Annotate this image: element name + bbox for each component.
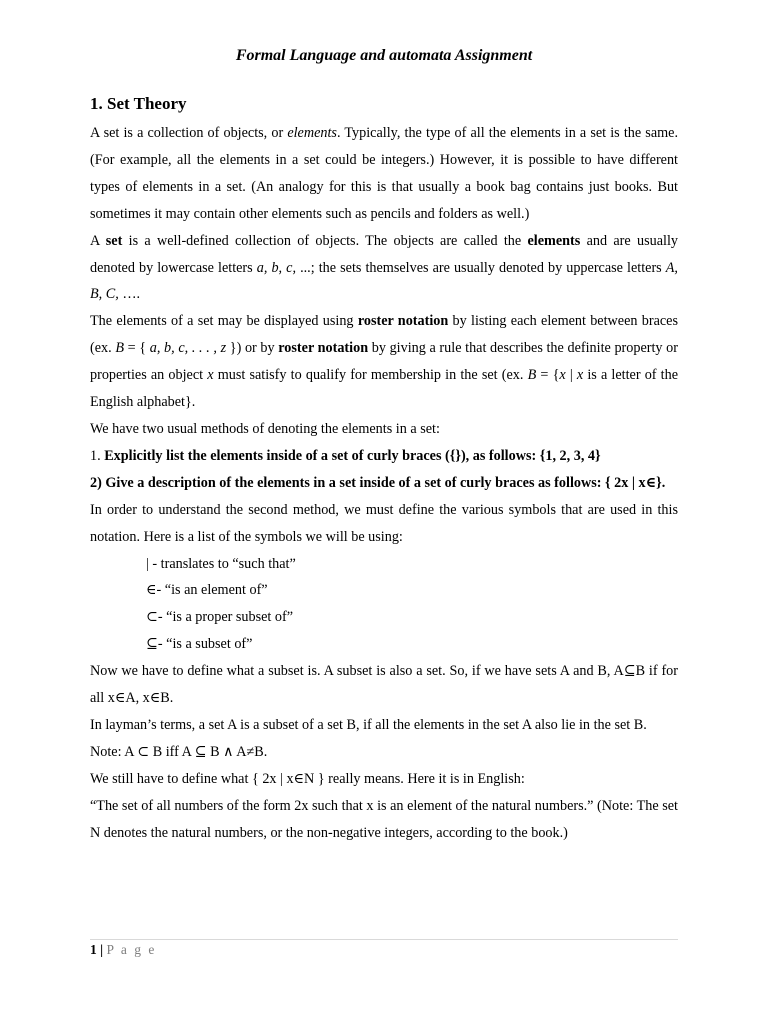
- symbol-subset: ⊆- “is a subset of”: [146, 636, 253, 653]
- body-text: [90, 120, 678, 846]
- paragraph-english-meaning: “The set of all numbers of the form 2x such that x is an element of the natural numbers.” (Note: The set N denotes the natural numbers, or the non-negative integers, according to the book.): [90, 797, 678, 841]
- paragraph-roster-notation: The elements of a set may be displayed using roster notation by listing each element between braces (ex. B = { a, b, c, . . . , z }) or by roster notation by giving a rule that describes the definite property or properties an object x must satisfy to qualify for membership in the set (ex. B = {x | x is a letter of the English alphabet}.: [90, 313, 678, 411]
- page-label: P a g e: [106, 942, 157, 957]
- symbol-element-of: ∈- “is an element of”: [146, 582, 268, 599]
- page-footer: [90, 942, 156, 958]
- footer-divider: [90, 939, 678, 940]
- paragraph-define-2x: We still have to define what { 2x | x∈N } really means. Here it is in English:: [90, 770, 525, 787]
- paragraph-subset-definition: Now we have to define what a subset is. A subset is also a set. So, if we have sets A and B, A⊆B if for all x∈A, x∈B.: [90, 663, 678, 707]
- paragraph-symbols-intro: In order to understand the second method, we must define the various symbols that are used in this notation. Here is a list of the symbols we will be using:: [90, 501, 678, 545]
- paragraph-laymans-terms: In layman’s terms, a set A is a subset of a set B, if all the elements in the set A also lie in the set B.: [90, 716, 647, 733]
- footer-separator: |: [96, 942, 107, 957]
- symbol-such-that: | - translates to “such that”: [146, 555, 296, 572]
- section-heading: 1. Set Theory: [90, 94, 187, 113]
- page-number: 1: [90, 942, 97, 957]
- paragraph-note-proper-subset: Note: A ⊂ B iff A ⊆ B ∧ A≠B.: [90, 743, 268, 760]
- paragraph-two-methods: We have two usual methods of denoting the elements in a set:: [90, 420, 440, 437]
- paragraph-set-intro: A set is a collection of objects, or elements. Typically, the type of all the elements in a set is the same. (For example, all the elements in a set could be integers.) However, it is possible to have different types of elements in a set. (An analogy for this is that usually a book bag contains just books. But sometimes it may contain other elements such as pencils and folders as well.): [90, 125, 678, 222]
- paragraph-set-definition: A set is a well-defined collection of objects. The objects are called the elements and are usually denoted by lowercase letters a, b, c, ...; the sets themselves are usually denoted by uppercase letters A, B, C, ….: [90, 232, 678, 303]
- paragraph-method-two: 2) Give a description of the elements in a set inside of a set of curly braces as follows: { 2x | x∈}.: [90, 474, 666, 491]
- paragraph-method-one: 1. Explicitly list the elements inside of a set of curly braces ({}), as follows: {1, 2, 3, 4}: [90, 447, 601, 464]
- document-title: Formal Language and automata Assignment: [235, 47, 533, 64]
- symbol-proper-subset: ⊂- “is a proper subset of”: [146, 609, 294, 626]
